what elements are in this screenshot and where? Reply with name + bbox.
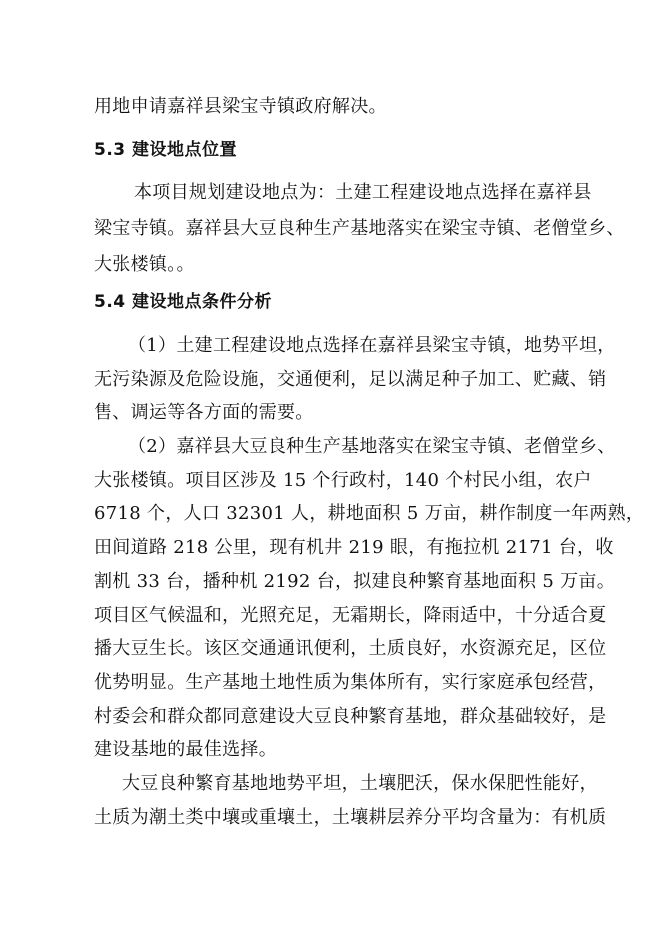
section-5-3-line: 大张楼镇。。 [94,254,195,275]
section-heading-5-4: 5.4 建设地点条件分析 [94,292,273,312]
section-heading-5-3: 5.3 建设地点位置 [94,140,238,160]
para2-line: 田间道路 218 公里，现有机井 219 眼，有拖拉机 2171 台，收 [94,537,614,558]
para2-line: 6718 个，人口 32301 人，耕地面积 5 万亩，耕作制度一年两熟， [94,503,645,524]
para3-line: 土质为潮土类中壤或重壤土，土壤耕层养分平均含量为：有机质 [94,807,607,828]
para2-line: 大张楼镇。项目区涉及 15 个行政村，140 个村民小组，农户 [94,470,592,491]
para1-line: （1）土建工程建设地点选择在嘉祥县梁宝寺镇，地势平坦， [128,335,616,356]
para2-line: 割机 33 台，播种机 2192 台，拟建良种繁育基地面积 5 万亩。 [94,571,615,592]
para2-line: 优势明显。生产基地土地性质为集体所有，实行家庭承包经营， [94,672,607,693]
section-5-3-line: 梁宝寺镇。嘉祥县大豆良种生产基地落实在梁宝寺镇、老僧堂乡、 [94,218,625,239]
intro-line: 用地申请嘉祥县梁宝寺镇政府解决。 [94,96,387,117]
para2-line: 播大豆生长。该区交通通讯便利，土质良好，水资源充足，区位 [94,638,607,659]
para1-line: 无污染源及危险设施，交通便利，足以满足种子加工、贮藏、销 [94,369,607,390]
para2-line: （2）嘉祥县大豆良种生产基地落实在梁宝寺镇、老僧堂乡、 [128,436,616,457]
para2-line: 项目区气候温和，光照充足，无霜期长，降雨适中，十分适合夏 [94,605,607,626]
section-5-3-line: 本项目规划建设地点为：土建工程建设地点选择在嘉祥县 [134,182,592,203]
para1-line: 售、调运等各方面的需要。 [94,402,314,423]
para3-line: 大豆良种繁育基地地势平坦，土壤肥沃，保水保肥性能好， [122,773,598,794]
para2-line: 建设基地的最佳选择。 [94,739,277,760]
para2-line: 村委会和群众都同意建设大豆良种繁育基地，群众基础较好，是 [94,706,607,727]
